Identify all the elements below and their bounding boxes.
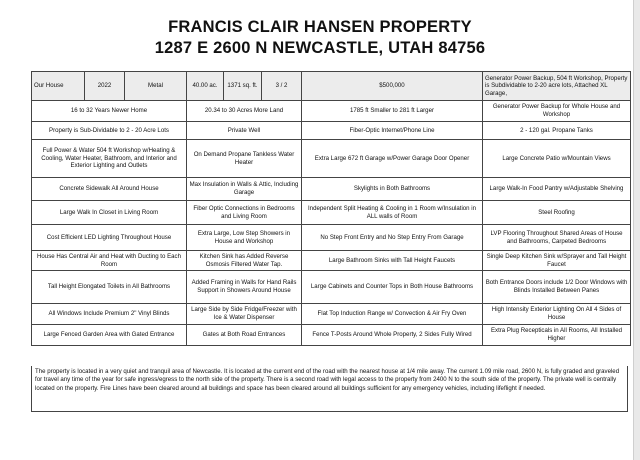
table-cell: Both Entrance Doors include 1/2 Door Windows with Blinds Installed Between Panes	[483, 271, 631, 304]
property-title: FRANCIS CLAIR HANSEN PROPERTY	[168, 18, 472, 36]
table-cell: Large Walk In Closet in Living Room	[32, 201, 187, 225]
table-cell: Large Walk-In Food Pantry w/Adjustable Shelving	[483, 178, 631, 201]
table-row	[32, 140, 631, 178]
table-cell: House Has Central Air and Heat with Ducting to Each Room	[32, 251, 187, 271]
table-cell: Large Bathroom Sinks with Tall Height Faucets	[302, 251, 483, 271]
table-cell: Generator Power Backup for Whole House and Workshop	[483, 101, 631, 122]
summary-highlights: Generator Power Backup, 504 ft Workshop, Property is Subdividable to 2-20 acre lots, Attached XL Garage,	[483, 72, 631, 101]
table-cell: Fence T-Posts Around Whole Property, 2 Sides Fully Wired	[302, 325, 483, 346]
table-cell: Large Concrete Patio w/Mountain Views	[483, 140, 631, 178]
summary-acres: 40.00 ac.	[187, 72, 224, 101]
property-address: 1287 E 2600 N NEWCASTLE, UTAH 84756	[154, 39, 486, 57]
table-cell: Tall Height Elongated Toilets in All Bathrooms	[32, 271, 187, 304]
table-cell: Property is Sub-Dividable to 2 - 20 Acre Lots	[32, 122, 187, 140]
table-row	[32, 201, 631, 225]
table-cell: Max Insulation in Walls & Attic, Including Garage	[187, 178, 302, 201]
summary-type: Our House	[32, 72, 85, 101]
table-cell: 2 - 120 gal. Propane Tanks	[483, 122, 631, 140]
table-row	[32, 325, 631, 346]
table-cell: Single Deep Kitchen Sink w/Sprayer and Tall Height Faucet	[483, 251, 631, 271]
table-cell: Extra Plug Recepticals in All Rooms, All Installed Higher	[483, 325, 631, 346]
table-row	[32, 225, 631, 251]
table-cell: Fiber Optic Connections in Bedrooms and Living Room	[187, 201, 302, 225]
table-cell: On Demand Propane Tankless Water Heater	[187, 140, 302, 178]
table-cell: Fiber-Optic Internet/Phone Line	[302, 122, 483, 140]
table-cell: LVP Flooring Throughout Shared Areas of House and Bathrooms, Carpeted Bedrooms	[483, 225, 631, 251]
table-row	[32, 271, 631, 304]
summary-price: $500,000	[302, 72, 483, 101]
table-cell: Large Fenced Garden Area with Gated Entrance	[32, 325, 187, 346]
table-cell: Full Power & Water 504 ft Workshop w/Heating & Cooling, Water Heater, Bathroom, and Interior and Exterior Lighting and Outlets	[32, 140, 187, 178]
table-cell: Kitchen Sink has Added Reverse Osmosis Filtered Water Tap.	[187, 251, 302, 271]
table-cell: Concrete Sidewalk All Around House	[32, 178, 187, 201]
table-cell: High Intensity Exterior Lighting On All 4 Sides of House	[483, 304, 631, 325]
table-cell: Added Framing in Walls for Hand Rails Support in Showers Around House	[187, 271, 302, 304]
table-cell: Cost Efficient LED Lighting Throughout House	[32, 225, 187, 251]
table-cell: Independent Split Heating & Cooling in 1 Room w/Insulation in ALL walls of Room	[302, 201, 483, 225]
table-cell: Steel Roofing	[483, 201, 631, 225]
table-row	[32, 304, 631, 325]
table-cell: Large Cabinets and Counter Tops in Both House Bathrooms	[302, 271, 483, 304]
property-description: The property is located in a very quiet and tranquil area of Newcastle. It is located at the current end of the road with the nearest house at 1/4 mile away. The current 1.09 mile road, 2600 N, is fully graded and graveled for travel any time of the year for safe ingress/egress to the north side of the property. There is a second road with legal access to the property from 2400 N to the south side of the property. The private well is centrally located on the property. Fire Lines have been cleared around all buildings and space has been cleared around all buildings sufficient for any emergency vehicles, including lifeflight if needed.	[31, 366, 628, 412]
features-table	[31, 71, 631, 346]
table-cell: No Step Front Entry and No Step Entry From Garage	[302, 225, 483, 251]
window-edge	[633, 0, 640, 460]
table-cell: 20.34 to 30 Acres More Land	[187, 101, 302, 122]
table-cell: 16 to 32 Years Newer Home	[32, 101, 187, 122]
table-cell: All Windows Include Premium 2" Vinyl Blinds	[32, 304, 187, 325]
summary-sqft: 1371 sq. ft.	[224, 72, 262, 101]
table-cell: Large Side by Side Fridge/Freezer with Ice & Water Dispenser	[187, 304, 302, 325]
table-row	[32, 251, 631, 271]
summary-bedbath: 3 / 2	[262, 72, 302, 101]
table-cell: 1785 ft Smaller to 281 ft Larger	[302, 101, 483, 122]
table-cell: Extra Large 672 ft Garage w/Power Garage Door Opener	[302, 140, 483, 178]
table-cell: Skylights in Both Bathrooms	[302, 178, 483, 201]
summary-material: Metal	[125, 72, 187, 101]
summary-year: 2022	[85, 72, 125, 101]
table-cell: Extra Large, Low Step Showers in House and Workshop	[187, 225, 302, 251]
table-row	[32, 101, 631, 122]
summary-row	[32, 72, 631, 101]
table-cell: Gates at Both Road Entrances	[187, 325, 302, 346]
table-row	[32, 122, 631, 140]
table-cell: Private Well	[187, 122, 302, 140]
table-cell: Flat Top Induction Range w/ Convection & Air Fry Oven	[302, 304, 483, 325]
table-row	[32, 178, 631, 201]
